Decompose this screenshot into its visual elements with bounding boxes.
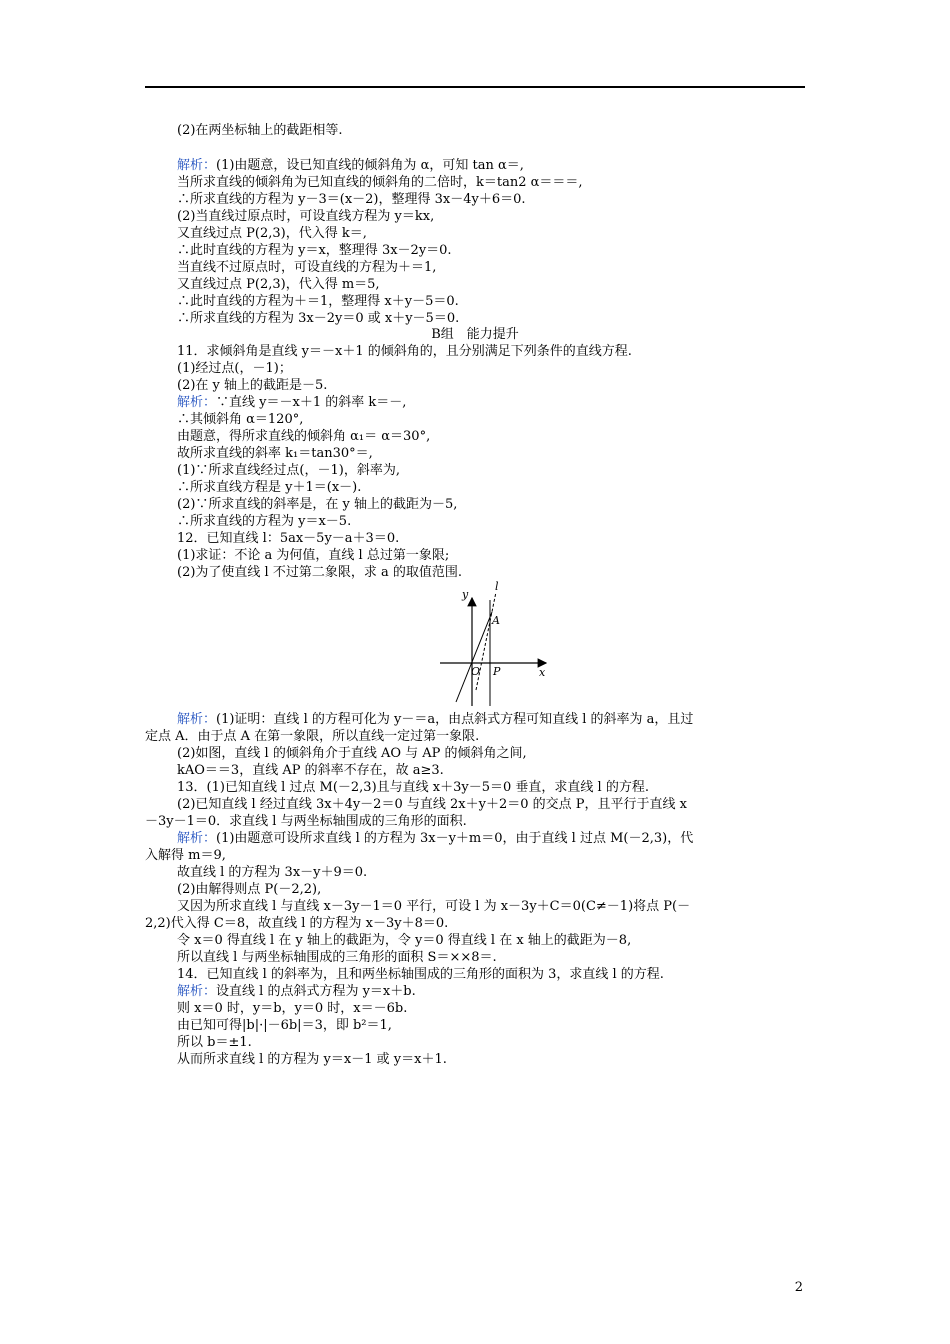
line-l29: (2)如图，直线 l 的倾斜角介于直线 AO 与 AP 的倾斜角之间, <box>177 746 527 761</box>
line-l44: 则 x＝0 时，y＝b，y＝0 时，x＝－6b. <box>177 1001 408 1016</box>
line-l-label: l <box>495 580 499 593</box>
line-l24: 12．已知直线 l：5ax－5y－a＋3＝0. <box>177 531 400 546</box>
line-l18: 由题意，得所求直线的倾斜角 α₁＝ α＝30°, <box>177 429 431 444</box>
line-l22: (2)∵所求直线的斜率是，在 y 轴上的截距为－5, <box>177 497 458 512</box>
line-l35: 入解得 m＝9, <box>145 848 226 863</box>
line-l19: 故所求直线的斜率 k₁＝tan30°＝, <box>177 446 373 461</box>
line-l7: ∴此时直线的方程为 y＝x，整理得 3x－2y＝0. <box>177 243 452 258</box>
line-l10: ∴此时直线的方程为＋＝1，整理得 x＋y－5＝0. <box>177 294 459 309</box>
line-l11: ∴所求直线的方程为 3x－2y＝0 或 x＋y－5＝0. <box>177 311 460 326</box>
line-l <box>456 612 492 702</box>
line-l16: 解析：∵直线 y＝－x＋1 的斜率 k＝－, <box>177 395 407 410</box>
line-l42: 14．已知直线 l 的斜率为，且和两坐标轴围成的三角形的面积为 3，求直线 l 的方程. <box>177 967 664 982</box>
analysis-label: 解析： <box>177 712 217 727</box>
analysis-label: 解析： <box>177 158 217 173</box>
line-l17: ∴其倾斜角 α＝120°, <box>177 412 304 427</box>
line-l37: (2)由解得则点 P(－2,2), <box>177 882 322 897</box>
line-l32: (2)已知直线 l 经过直线 3x＋4y－2＝0 与直线 2x＋y＋2＝0 的交点 P，且平行于直线 x <box>177 797 687 812</box>
header-rule <box>145 86 805 88</box>
line-l1: (2)在两坐标轴上的截距相等. <box>177 123 343 138</box>
line-l6: 又直线过点 P(2,3)，代入得 k＝, <box>177 226 367 241</box>
line-l39: 2,2)代入得 C＝8，故直线 l 的方程为 x－3y＋8＝0. <box>145 916 449 931</box>
y-axis-label: y <box>462 588 469 601</box>
line-l13: 11．求倾斜角是直线 y＝－x＋1 的倾斜角的，且分别满足下列条件的直线方程. <box>177 344 632 359</box>
line-l2: 解析：(1)由题意，设已知直线的倾斜角为 α，可知 tan α＝, <box>177 158 524 173</box>
line-l25: (1)求证：不论 a 为何值，直线 l 总过第一象限; <box>177 548 450 563</box>
line-l14: (1)经过点(，－1)； <box>177 361 292 376</box>
point-p-label: P <box>493 665 501 678</box>
analysis-label: 解析： <box>177 831 217 846</box>
point-a-label: A <box>492 614 500 627</box>
line-l20: (1)∵所求直线经过点(，－1)，斜率为, <box>177 463 400 478</box>
analysis-label: 解析： <box>177 395 217 410</box>
line-l4: ∴所求直线的方程为 y－3＝(x－2)，整理得 3x－4y＋6＝0. <box>177 192 526 207</box>
line-l23: ∴所求直线的方程为 y＝x－5. <box>177 514 352 529</box>
line-l38: 又因为所求直线 l 与直线 x－3y－1＝0 平行，可设 l 为 x－3y＋C＝0(C≠－1)将点 P(－ <box>177 899 691 914</box>
line-l30: kAO＝＝3，直线 AP 的斜率不存在，故 a≥3. <box>177 763 444 778</box>
page-number: 2 <box>794 1280 803 1295</box>
line-l36: 故直线 l 的方程为 3x－y＋9＝0. <box>177 865 368 880</box>
line-l40: 令 x＝0 得直线 l 在 y 轴上的截距为，令 y＝0 得直线 l 在 x 轴上的截距为－8, <box>177 933 632 948</box>
line-l5: (2)当直线过原点时，可设直线方程为 y＝kx, <box>177 209 435 224</box>
x-axis-label: x <box>539 666 546 679</box>
line-l47: 从而所求直线 l 的方程为 y＝x－1 或 y＝x＋1. <box>177 1052 447 1067</box>
line-l8: 当直线不过原点时，可设直线的方程为＋＝1, <box>177 260 437 275</box>
line-l31: 13．(1)已知直线 l 过点 M(－2,3)且与直线 x＋3y－5＝0 垂直，求直线 l 的方程. <box>177 780 649 795</box>
line-l41: 所以直线 l 与两坐标轴围成的三角形的面积 S＝××8＝. <box>177 950 497 965</box>
coordinate-figure <box>434 580 554 712</box>
line-l34: 解析：(1)由题意可设所求直线 l 的方程为 3x－y＋m＝0，由于直线 l 过点 M(－2,3)，代 <box>177 831 694 846</box>
line-l43: 解析：设直线 l 的点斜式方程为 y＝x＋b. <box>177 984 416 999</box>
line-l9: 又直线过点 P(2,3)，代入得 m＝5, <box>177 277 380 292</box>
line-l3: 当所求直线的倾斜角为已知直线的倾斜角的二倍时，k＝tan2 α＝＝＝, <box>177 175 583 190</box>
analysis-label: 解析： <box>177 984 217 999</box>
line-l15: (2)在 y 轴上的截距是－5. <box>177 378 328 393</box>
line-l46: 所以 b＝±1. <box>177 1035 252 1050</box>
origin-label: O <box>471 665 481 678</box>
section-heading: B组 能力提升 <box>431 327 519 342</box>
line-l45: 由已知可得|b|·|－6b|＝3，即 b²＝1, <box>177 1018 392 1033</box>
line-l28: 定点 A．由于点 A 在第一象限，所以直线一定过第一象限. <box>145 729 480 744</box>
line-l33: －3y－1＝0．求直线 l 与两坐标轴围成的三角形的面积. <box>145 814 467 829</box>
line-l26: (2)为了使直线 l 不过第二象限，求 a 的取值范围. <box>177 565 462 580</box>
line-l21: ∴所求直线方程是 y＋1＝(x－). <box>177 480 362 495</box>
line-l27: 解析：(1)证明：直线 l 的方程可化为 y－＝a，由点斜式方程可知直线 l 的斜率为 a，且过 <box>177 712 694 727</box>
